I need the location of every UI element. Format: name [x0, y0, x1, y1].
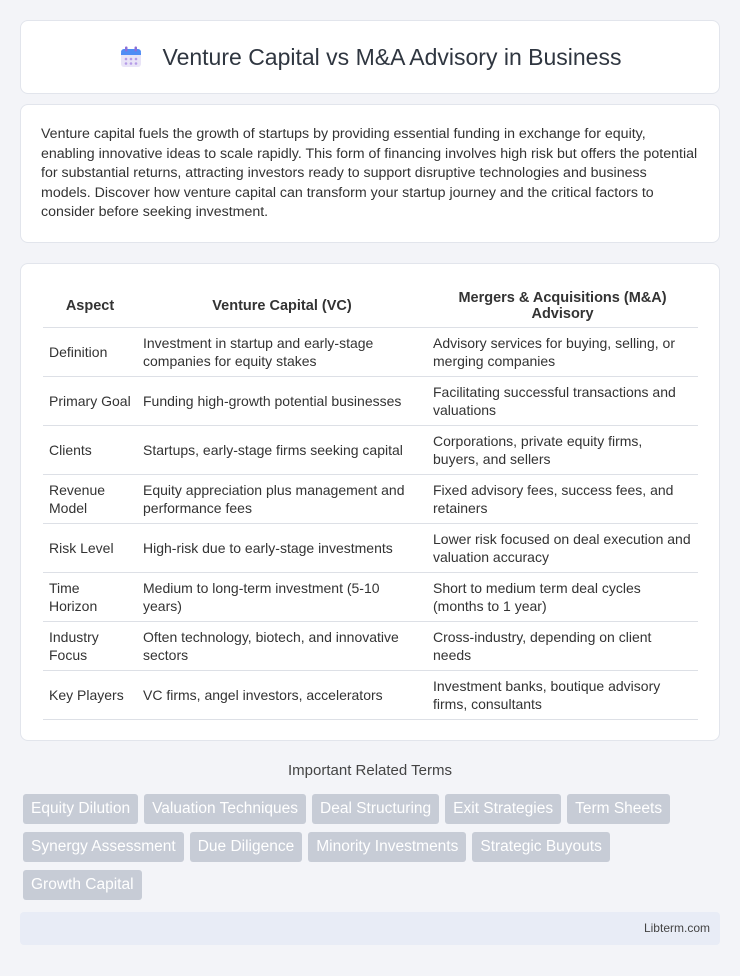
row-ma: Facilitating successful transactions and valuations: [427, 377, 698, 426]
row-vc: Funding high-growth potential businesses: [137, 377, 427, 426]
related-terms-title: Important Related Terms: [288, 762, 452, 779]
header-aspect: Aspect: [43, 284, 137, 328]
table-row: [43, 671, 698, 720]
header-ma: Mergers & Acquisitions (M&A) Advisory: [427, 284, 698, 328]
table-row: [43, 377, 698, 426]
row-vc: Often technology, biotech, and innovative sectors: [137, 622, 427, 671]
tag-minority-investments[interactable]: Minority Investments: [308, 832, 466, 862]
tag-synergy-assessment[interactable]: Synergy Assessment: [23, 832, 184, 862]
comparison-table: [43, 284, 698, 720]
tag-growth-capital[interactable]: Growth Capital: [23, 870, 142, 900]
tag-deal-structuring[interactable]: Deal Structuring: [312, 794, 439, 824]
row-aspect: Clients: [43, 426, 137, 475]
row-vc: VC firms, angel investors, accelerators: [137, 671, 427, 720]
row-vc: Equity appreciation plus management and performance fees: [137, 475, 427, 524]
footer-site-link[interactable]: Libterm.com: [643, 921, 710, 935]
row-vc: Investment in startup and early-stage companies for equity stakes: [137, 328, 427, 377]
row-ma: Lower risk focused on deal execution and valuation accuracy: [427, 524, 698, 573]
row-ma: Cross-industry, depending on client needs: [427, 622, 698, 671]
comparison-table-card: [20, 263, 720, 741]
tag-exit-strategies[interactable]: Exit Strategies: [445, 794, 561, 824]
row-aspect: Primary Goal: [43, 377, 137, 426]
row-aspect: Definition: [43, 328, 137, 377]
row-ma: Short to medium term deal cycles (months to 1 year): [427, 573, 698, 622]
page-title: Venture Capital vs M&A Advisory in Business: [162, 43, 622, 70]
row-vc: Medium to long-term investment (5-10 years): [137, 573, 427, 622]
row-aspect: Risk Level: [43, 524, 137, 573]
footer: [20, 912, 720, 945]
row-aspect: Time Horizon: [43, 573, 137, 622]
table-row: [43, 622, 698, 671]
row-vc: High-risk due to early-stage investments: [137, 524, 427, 573]
table-row: [43, 573, 698, 622]
table-row: [43, 328, 698, 377]
tag-due-diligence[interactable]: Due Diligence: [190, 832, 303, 862]
tag-strategic-buyouts[interactable]: Strategic Buyouts: [472, 832, 609, 862]
table-row: [43, 426, 698, 475]
table-row: [43, 475, 698, 524]
header-vc: Venture Capital (VC): [137, 284, 427, 328]
row-ma: Fixed advisory fees, success fees, and retainers: [427, 475, 698, 524]
row-aspect: Key Players: [43, 671, 137, 720]
related-terms-list: [23, 794, 723, 900]
row-ma: Investment banks, boutique advisory firms, consultants: [427, 671, 698, 720]
tag-term-sheets[interactable]: Term Sheets: [567, 794, 670, 824]
tag-valuation-techniques[interactable]: Valuation Techniques: [144, 794, 306, 824]
intro-text: Venture capital fuels the growth of startups by providing essential funding in exchange for equity, enabling innovative ideas to scale rapidly. This form of financing involves high risk but offers the potential for substantial returns, attracting investors ready to support disruptive technologies and business models. Discover how venture capital can transform your startup journey and the critical factors to consider before seeking investment.: [41, 126, 698, 220]
row-ma: Corporations, private equity firms, buyers, and sellers: [427, 426, 698, 475]
table-header-row: [43, 284, 698, 328]
row-vc: Startups, early-stage firms seeking capital: [137, 426, 427, 475]
tag-equity-dilution[interactable]: Equity Dilution: [23, 794, 138, 824]
row-aspect: Industry Focus: [43, 622, 137, 671]
calendar-icon: [119, 45, 143, 69]
row-aspect: Revenue Model: [43, 475, 137, 524]
header-card: [20, 20, 720, 94]
table-row: [43, 524, 698, 573]
intro-card: [20, 104, 720, 243]
row-ma: Advisory services for buying, selling, or merging companies: [427, 328, 698, 377]
